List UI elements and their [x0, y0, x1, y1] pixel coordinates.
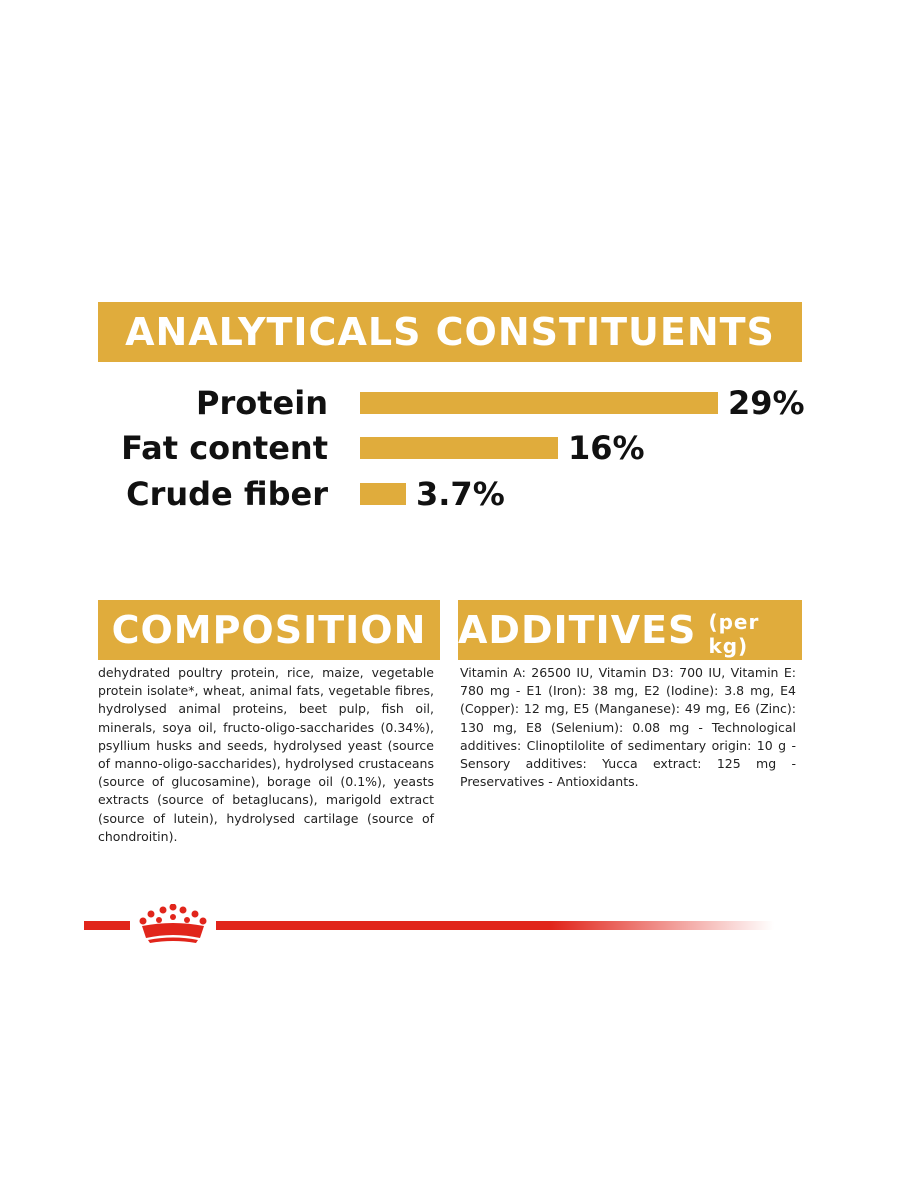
composition-title: COMPOSITION: [111, 608, 427, 652]
additives-title: ADDITIVES: [458, 608, 697, 652]
analytics-title: ANALYTICALS CONSTITUENTS: [125, 310, 775, 354]
nutrient-value: 29%: [728, 384, 805, 422]
nutrient-row-fiber: [98, 472, 802, 516]
nutrient-row-fat: [98, 426, 802, 470]
brand-line: [84, 904, 774, 944]
nutrient-value: 3.7%: [416, 475, 505, 513]
nutrient-bar: [360, 437, 558, 459]
additives-subtitle: (per kg): [708, 610, 760, 658]
nutrient-label: Crude fiber: [126, 475, 328, 513]
nutrient-row-protein: [98, 381, 805, 425]
composition-text: dehydrated poultry protein, rice, maize, vegetable protein isolate*, wheat, animal fats, vegetable fibres, hydrolysed animal proteins, beet pulp, fish oil, minerals, soya oil, fructo-oligo-saccharides (0.34%), psyllium husks and seeds, hydrolysed yeast (source of manno-oligo-saccharides), hydrolysed crustaceans (source of glucosamine), borage oil (0.1%), yeasts extracts (source of betaglucans), marigold extract (source of lutein), hydrolysed cartilage (source of chondroitin).: [98, 665, 434, 844]
nutrient-bar: [360, 392, 718, 414]
brand-line-right: [216, 921, 774, 930]
composition-heading: [98, 600, 440, 660]
crown-icon: [140, 904, 207, 943]
nutrient-label: Fat content: [121, 429, 328, 467]
additives-text: Vitamin A: 26500 IU, Vitamin D3: 700 IU, Vitamin E: 780 mg - E1 (Iron): 38 mg, E2 (Iodine): 3.8 mg, E4 (Copper): 12 mg, E5 (Manganese): 49 mg, E6 (Zinc): 130 mg, E8 (Selenium): 0.08 mg - Technological additives: Clinoptilolite of sedimentary origin: 10 g - Sensory additives: Yucca extract: 125 mg - Preservatives - Antioxidants.: [460, 665, 796, 790]
additives-heading: [458, 600, 802, 660]
nutrient-label: Protein: [196, 384, 328, 422]
nutrient-value: 16%: [568, 429, 645, 467]
analytics-heading: [98, 302, 802, 362]
brand-line-left: [84, 921, 130, 930]
nutrient-bar: [360, 483, 406, 505]
